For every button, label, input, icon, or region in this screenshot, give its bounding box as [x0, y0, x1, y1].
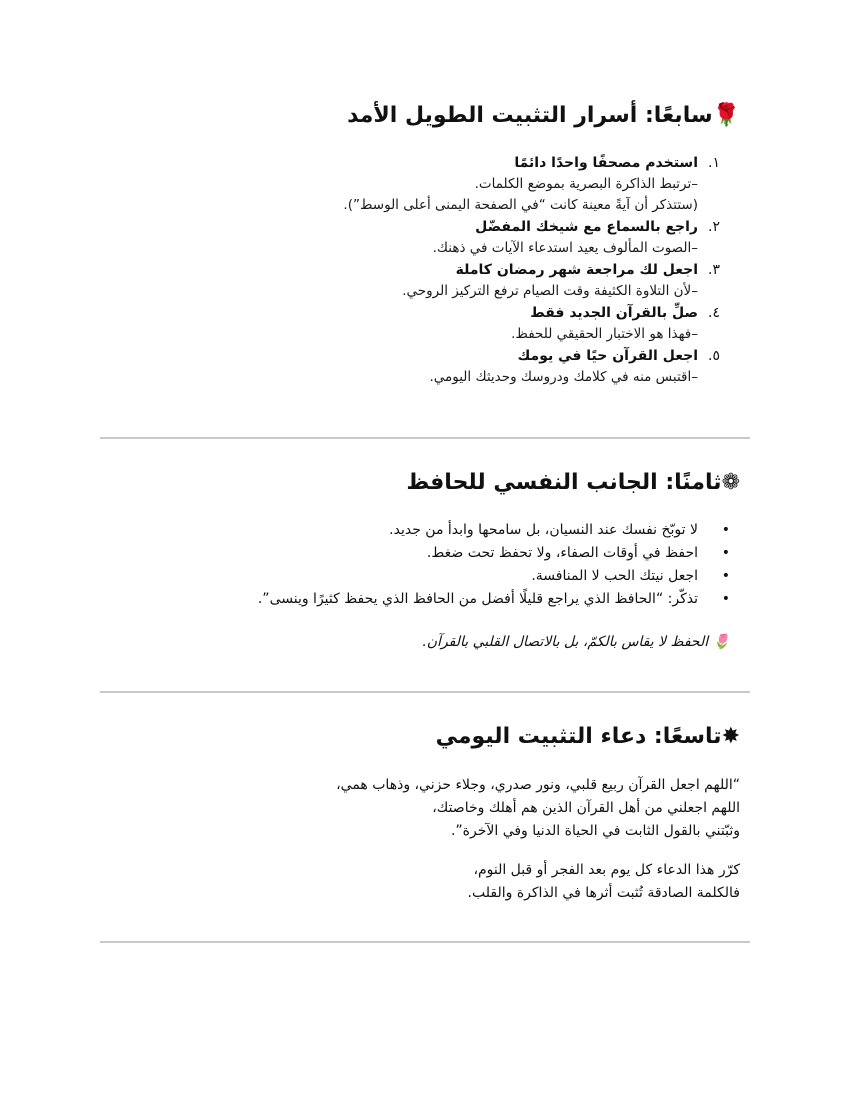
rose-icon: 🌹: [712, 103, 740, 128]
section-title-seventh: [347, 103, 740, 129]
item-heading: راجع بالسماع مع شيخك المفضّل: [475, 219, 698, 235]
list-item: [110, 152, 720, 216]
list-item: • تذكّر: “الحافظ الذي يراجع قليلًا أفضل من الحافظ الذي يحفظ كثيرًا وينسى”.: [112, 588, 702, 611]
section-title-text: ثامنًا: الجانب النفسي للحافظ: [406, 470, 722, 495]
list-item: • احفظ في أوقات الصفاء، ولا تحفظ تحت ضغط.: [112, 542, 702, 565]
section-divider: [100, 941, 750, 943]
item-heading: صلِّ بالقرآن الجديد فقط: [530, 305, 698, 321]
item-number: ١.: [708, 155, 720, 171]
item-heading: استخدم مصحفًا واحدًا دائمًا: [514, 155, 698, 171]
item-detail: –لأن التلاوة الكثيفة وقت الصيام ترفع التركيز الروحي.: [402, 283, 698, 299]
flower-icon: ❁: [721, 470, 740, 495]
prayer-advice: [110, 859, 740, 905]
daily-prayer: [110, 774, 740, 843]
list-item: [110, 259, 720, 302]
advice-line: كرّر هذا الدعاء كل يوم بعد الفجر أو قبل النوم،: [473, 862, 740, 878]
psychology-list: [112, 519, 702, 611]
list-item: [110, 302, 720, 345]
memorization-note: [422, 634, 730, 650]
prayer-line: اللهم اجعلني من أهل القرآن الذين هم أهلك وخاصتك،: [432, 800, 740, 816]
section-title-text: تاسعًا: دعاء التثبيت اليومي: [435, 724, 722, 749]
section-divider: [100, 691, 750, 693]
section-title-eighth: [406, 470, 740, 496]
item-detail: –ترتبط الذاكرة البصرية بموضع الكلمات.: [474, 176, 698, 192]
item-detail: –اقتبس منه في كلامك ودروسك وحديثك اليومي.: [429, 369, 698, 385]
item-number: ٣.: [708, 262, 720, 278]
section-divider: [100, 437, 750, 439]
section-title-ninth: [436, 724, 740, 750]
star-icon: ✸: [721, 724, 740, 749]
item-detail: –الصوت المألوف يعيد استدعاء الآيات في ذهنك.: [432, 240, 698, 256]
list-item: [110, 216, 720, 259]
list-item: • لا توبّخ نفسك عند النسيان، بل سامحها وابدأ من جديد.: [112, 519, 702, 542]
note-text: الحفظ لا يقاس بالكمّ، بل بالاتصال القلبي بالقرآن.: [422, 634, 709, 650]
secrets-list: [110, 152, 720, 388]
item-number: ٢.: [708, 219, 720, 235]
item-detail: (ستتذكر أن آيةً معينة كانت “في الصفحة اليمنى أعلى الوسط”).: [343, 197, 698, 213]
tulip-icon: 🌷: [712, 634, 730, 650]
prayer-line: “اللهم اجعل القرآن ربيع قلبي، ونور صدري، وجلاء حزني، وذهاب همي،: [336, 777, 740, 793]
prayer-line: وثبّتني بالقول الثابت في الحياة الدنيا وفي الآخرة”.: [450, 823, 740, 839]
list-item: • اجعل نيتك الحب لا المنافسة.: [112, 565, 702, 588]
item-number: ٤.: [708, 305, 720, 321]
section-title-text: سابعًا: أسرار التثبيت الطويل الأمد: [347, 103, 713, 128]
list-item: [110, 345, 720, 388]
item-detail: –فهذا هو الاختبار الحقيقي للحفظ.: [511, 326, 698, 342]
item-heading: اجعل القرآن حيًا في يومك: [517, 348, 698, 364]
document-page: [100, 0, 750, 1100]
advice-line: فالكلمة الصادقة تُثبت أثرها في الذاكرة والقلب.: [467, 885, 740, 901]
item-heading: اجعل لك مراجعة شهر رمضان كاملة: [455, 262, 698, 278]
item-number: ٥.: [708, 348, 720, 364]
